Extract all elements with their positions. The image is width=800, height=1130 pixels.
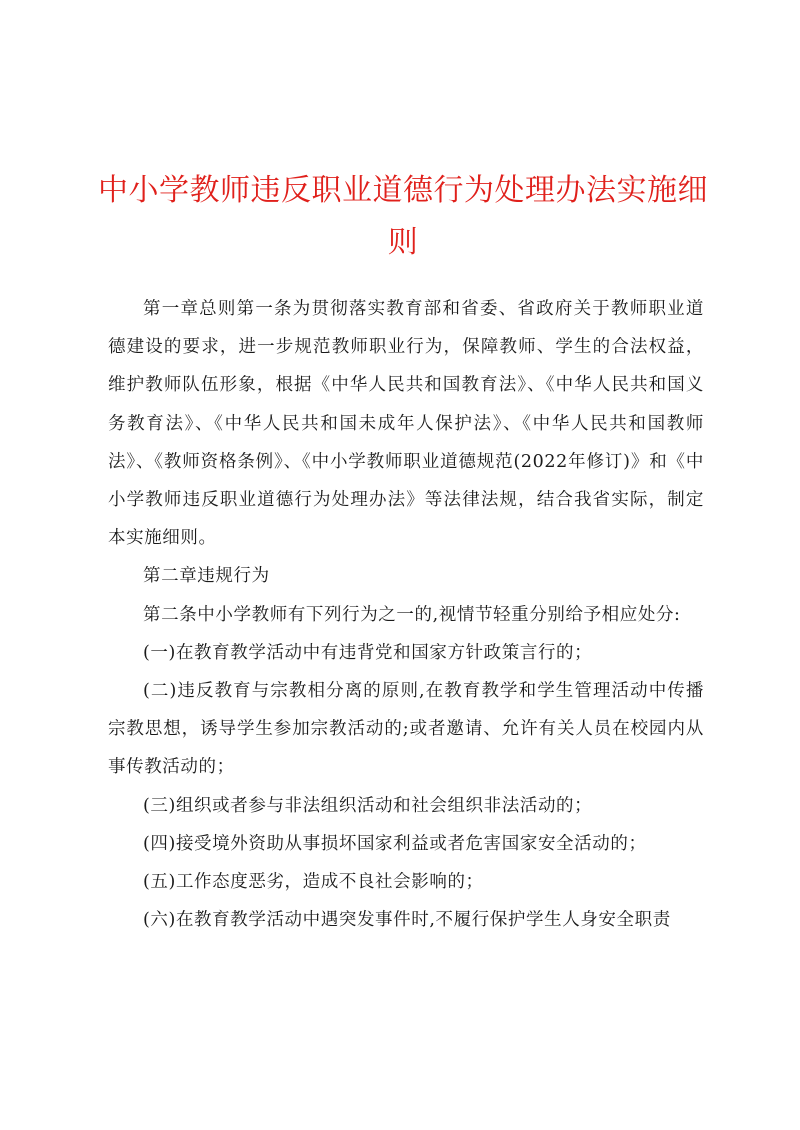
list-item-3: (三)组织或者参与非法组织活动和社会组织非法活动的； <box>143 795 593 816</box>
paragraph-article-2: 第二条中小学教师有下列行为之一的,视情节轻重分别给予相应处分: <box>143 604 681 625</box>
list-item-5: (五)工作态度恶劣，造成不良社会影响的； <box>143 872 484 893</box>
list-item-2: (二)违反教育与宗教相分离的原则,在教育教学和学生管理活动中传播宗教思想，诱导学生参加宗教活动的;或者邀请、允许有关人员在校园内从事传教活动的； <box>108 681 704 778</box>
chapter-heading-violations: 第二章违规行为 <box>143 566 270 587</box>
list-item-4: (四)接受境外资助从事损坏国家利益或者危害国家安全活动的； <box>143 833 647 854</box>
document-body <box>108 290 704 939</box>
document-title: 中小学教师违反职业道德行为处理办法实施细则 <box>98 173 708 260</box>
list-item-1: (一)在教育教学活动中有违背党和国家方针政策言行的； <box>143 642 593 663</box>
paragraph-general-provisions: 第一章总则第一条为贯彻落实教育部和省委、省政府关于教师职业道德建设的要求，进一步规范教师职业行为，保障教师、学生的合法权益，维护教师队伍形象，根据《中华人民共和国教育法》、《中华人民共和国义务教育法》、《中华人民共和国未成年人保护法》、《中华人民共和国教师法》、《教师资格条例》、《中小学教师职业道德规范(2022年修订)》和《中小学教师违反职业道德行为处理办法》等法律法规，结合我省实际，制定本实施细则。 <box>108 299 704 549</box>
list-item-6: (六)在教育教学活动中遇突发事件时,不履行保护学生人身安全职责 <box>143 910 671 931</box>
